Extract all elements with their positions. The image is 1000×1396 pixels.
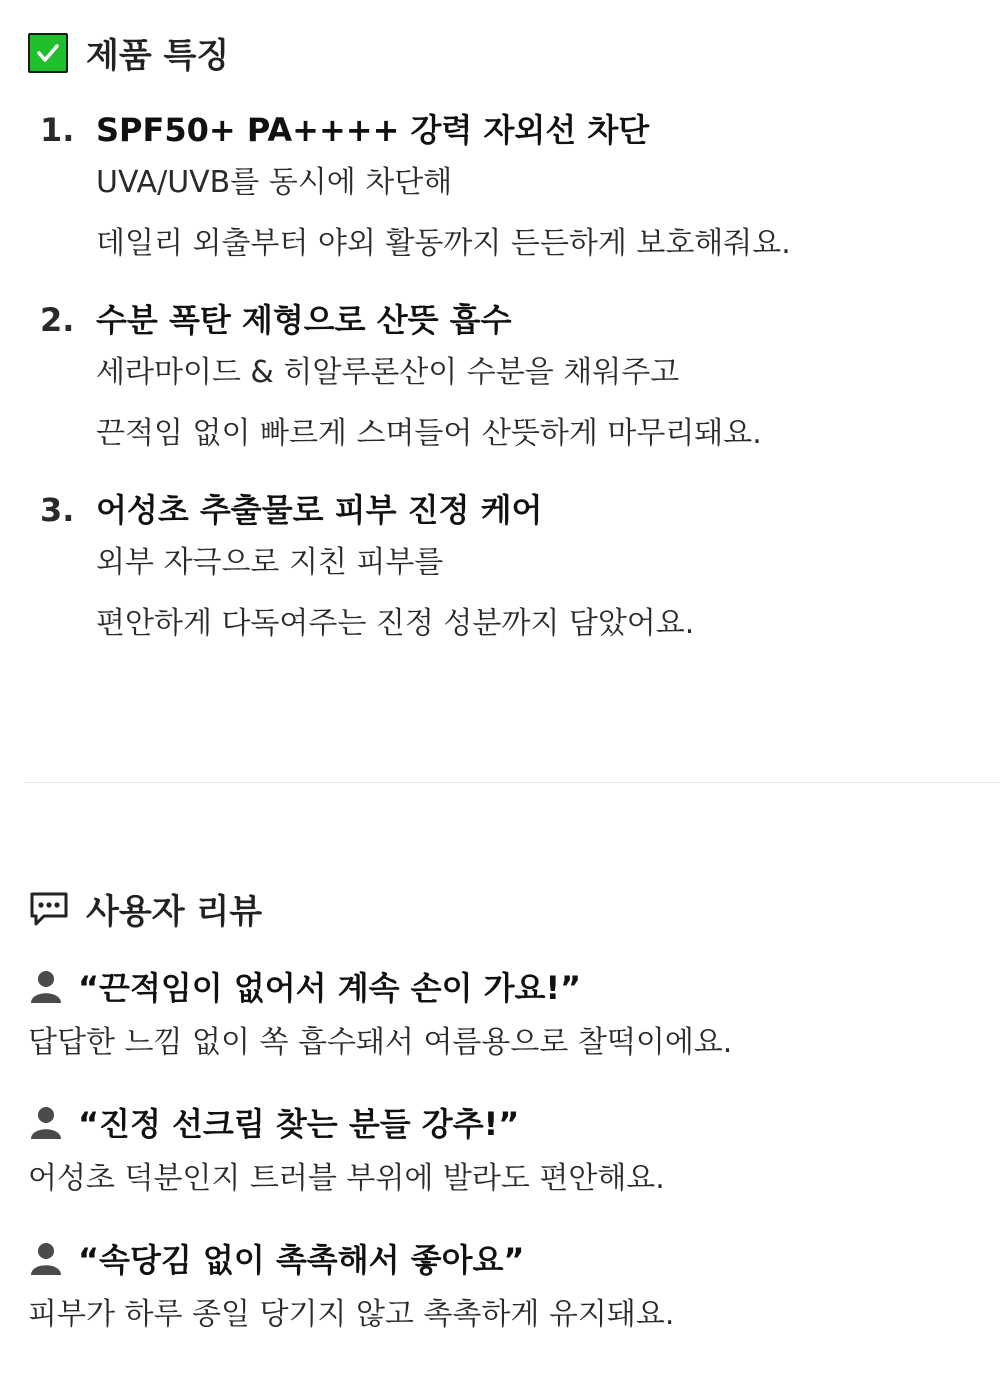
review-list [28, 958, 988, 1366]
speech-bubble-icon [28, 888, 70, 930]
features-title: 제품 특징 [86, 36, 230, 76]
feature-list [40, 108, 980, 678]
person-silhouette-icon [28, 1104, 64, 1140]
feature-description: 세라마이드 & 히알루론산이 수분을 채워주고 [96, 355, 680, 390]
feature-item [40, 108, 980, 274]
reviews-title: 사용자 리뷰 [86, 892, 263, 932]
reviews-heading [28, 884, 262, 933]
feature-description: 데일리 외출부터 야외 활동까지 든든하게 보호해줘요. [96, 226, 791, 261]
review-item [28, 958, 988, 1072]
feature-title: SPF50+ PA++++ 강력 자외선 차단 [96, 111, 650, 149]
feature-item [40, 488, 980, 654]
section-divider [24, 782, 1000, 783]
review-quote: “끈적임이 없어서 계속 손이 가요!” [78, 969, 582, 1007]
person-silhouette-icon [28, 1240, 64, 1276]
review-quote: “속당김 없이 촉촉해서 좋아요” [78, 1241, 525, 1279]
feature-description: 끈적임 없이 빠르게 스며들어 산뜻하게 마무리돼요. [96, 416, 762, 451]
feature-number: 2. [40, 301, 75, 339]
review-body: 어성초 덕분인지 트러블 부위에 발라도 편안해요. [28, 1161, 665, 1196]
feature-description: 편안하게 다독여주는 진정 성분까지 담았어요. [96, 606, 695, 641]
feature-title: 수분 폭탄 제형으로 산뜻 흡수 [96, 301, 512, 339]
feature-item [40, 298, 980, 464]
review-item [28, 1094, 988, 1208]
feature-description: UVA/UVB를 동시에 차단해 [96, 165, 453, 200]
review-body: 답답한 느낌 없이 쏙 흡수돼서 여름용으로 찰떡이에요. [28, 1025, 733, 1060]
feature-description: 외부 자극으로 지친 피부를 [96, 545, 444, 580]
feature-number: 3. [40, 491, 75, 529]
person-silhouette-icon [28, 968, 64, 1004]
review-body: 피부가 하루 종일 당기지 않고 촉촉하게 유지돼요. [28, 1297, 675, 1332]
check-mark-button-icon [28, 33, 68, 73]
feature-number: 1. [40, 111, 75, 149]
feature-title: 어성초 추출물로 피부 진정 케어 [96, 491, 543, 529]
features-heading [28, 28, 229, 77]
review-quote: “진정 선크림 찾는 분들 강추!” [78, 1105, 520, 1143]
review-item [28, 1230, 988, 1344]
